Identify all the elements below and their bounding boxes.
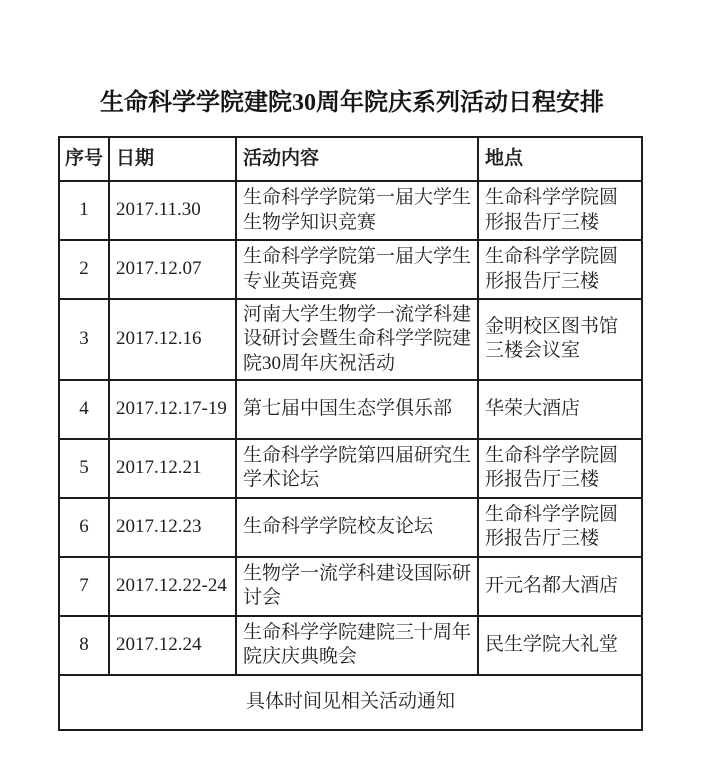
table-footer-row bbox=[59, 675, 642, 730]
cell-date: 2017.12.24 bbox=[109, 616, 236, 675]
cell-location: 金明校区图书馆三楼会议室 bbox=[478, 299, 642, 380]
cell-location: 开元名都大酒店 bbox=[478, 557, 642, 616]
cell-no: 7 bbox=[59, 557, 109, 616]
header-no: 序号 bbox=[59, 137, 109, 181]
cell-date: 2017.12.17-19 bbox=[109, 380, 236, 439]
header-location: 地点 bbox=[478, 137, 642, 181]
cell-date: 2017.12.22-24 bbox=[109, 557, 236, 616]
header-content: 活动内容 bbox=[236, 137, 478, 181]
cell-date: 2017.12.07 bbox=[109, 240, 236, 299]
cell-no: 3 bbox=[59, 299, 109, 380]
table-row bbox=[59, 380, 642, 439]
table-row bbox=[59, 498, 642, 557]
cell-location: 华荣大酒店 bbox=[478, 380, 642, 439]
cell-content: 生命科学学院第一届大学生专业英语竞赛 bbox=[236, 240, 478, 299]
cell-content: 生命科学学院第一届大学生生物学知识竞赛 bbox=[236, 181, 478, 240]
cell-content: 生命科学学院校友论坛 bbox=[236, 498, 478, 557]
page-title: 生命科学学院建院30周年院庆系列活动日程安排 bbox=[100, 90, 604, 116]
cell-location: 生命科学学院圆形报告厅三楼 bbox=[478, 181, 642, 240]
footer-note: 具体时间见相关活动通知 bbox=[59, 675, 642, 730]
cell-content: 河南大学生物学一流学科建设研讨会暨生命科学学院建院30周年庆祝活动 bbox=[236, 299, 478, 380]
table-row bbox=[59, 299, 642, 380]
cell-no: 2 bbox=[59, 240, 109, 299]
cell-date: 2017.11.30 bbox=[109, 181, 236, 240]
cell-location: 生命科学学院圆形报告厅三楼 bbox=[478, 498, 642, 557]
schedule-table bbox=[58, 136, 643, 731]
cell-location: 民生学院大礼堂 bbox=[478, 616, 642, 675]
table-header-row bbox=[59, 137, 642, 181]
table-row bbox=[59, 181, 642, 240]
cell-date: 2017.12.23 bbox=[109, 498, 236, 557]
cell-content: 生命科学学院建院三十周年院庆庆典晚会 bbox=[236, 616, 478, 675]
cell-no: 4 bbox=[59, 380, 109, 439]
cell-no: 1 bbox=[59, 181, 109, 240]
cell-no: 6 bbox=[59, 498, 109, 557]
cell-no: 8 bbox=[59, 616, 109, 675]
cell-date: 2017.12.16 bbox=[109, 299, 236, 380]
cell-no: 5 bbox=[59, 439, 109, 498]
cell-date: 2017.12.21 bbox=[109, 439, 236, 498]
table-row bbox=[59, 439, 642, 498]
cell-content: 生命科学学院第四届研究生学术论坛 bbox=[236, 439, 478, 498]
cell-location: 生命科学学院圆形报告厅三楼 bbox=[478, 240, 642, 299]
table-row bbox=[59, 557, 642, 616]
cell-content: 生物学一流学科建设国际研讨会 bbox=[236, 557, 478, 616]
cell-content: 第七届中国生态学俱乐部 bbox=[236, 380, 478, 439]
table-row bbox=[59, 616, 642, 675]
table-row bbox=[59, 240, 642, 299]
header-date: 日期 bbox=[109, 137, 236, 181]
cell-location: 生命科学学院圆形报告厅三楼 bbox=[478, 439, 642, 498]
